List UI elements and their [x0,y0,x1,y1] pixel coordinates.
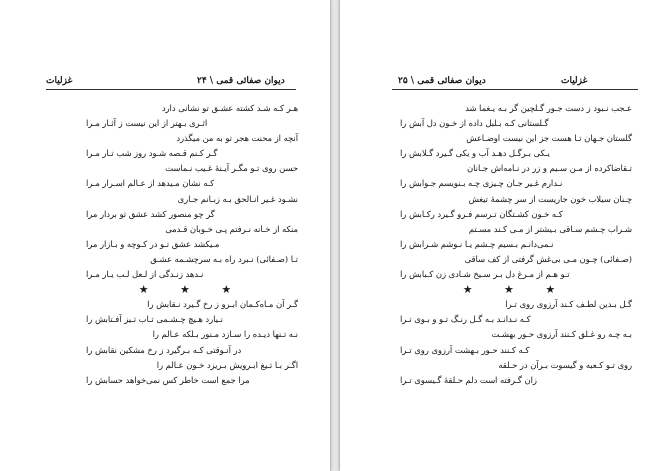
verse-line: روی تـو کـعبه و گیسوت بـرآن در حـلقه [498,359,632,370]
verse-line: گـل بـدین لطـف کـند آرزوی روی تـرا [505,299,632,310]
verse-line: کـه خـون کشـتگان تـرسم فـرو گـیرد رکـابش را [400,208,563,219]
verse-line: آنچه از محنت هجر تو به من میگذرد [176,133,298,144]
verse-line: نـمی‌دانـم بـسیم چـشم یـا نـوشم شـرابش را [400,238,554,249]
left-header-rule [46,89,296,90]
verse-line: عـجب نـبود ز دست جـور گـلچین گر بـه یـغما شد [465,103,632,113]
verse-line: کـه نشان مـیدهد از عـالم اسـرار مـرا [86,178,215,189]
verse-line: مرا جمع است خاطر کس نمی‌خواهد حسابش را [86,374,250,385]
verse-line: گـر آن مـاه‌کـمان ابـرو ز رخ گـیرد نـقابش را [147,299,298,310]
verse-line: اثـری بـهتر از این نیست ز آثـار مـرا [86,118,208,129]
left-section-title: غزلیات [46,76,73,86]
verse-line: گـلستانی کـه بـلبل داده از خـون دل آبش را [400,118,549,129]
right-header-rule [392,89,638,90]
left-poem-1 [86,101,298,282]
verse-line: گـر کـنم قـصه شـود روز شب تـار مـرا [86,148,218,159]
verse-line: گر چو منصور کشد عشق تو بردار مرا [86,208,215,219]
verse-line: گلستان جـهان تـا هست جز این نیست اوضـاعش [466,133,632,144]
verse-line: تـو هـم از مـرغ دل بـر سـیخ شـادی زن کـبابش را [400,269,570,280]
verse-line: اگـر بـا تـیغ ابـرویش بـریزد خـون عـالم را [156,359,298,370]
right-poem-1 [400,101,632,282]
right-poem-block [400,101,632,388]
left-page [0,0,330,471]
left-header-title: دیوان صفائی قمی \ ۲۴ [197,76,285,86]
verse-line: نـه تـنها دیـده را سـازد مـنور بـلکه عـالم را [152,329,298,340]
left-divider-stars: ★ ★ ★ [138,283,246,297]
right-header-title: دیوان صفائی قمی \ ۲۵ [398,76,486,86]
verse-line: حسن روی تـو مگـر آیـنهٔ غـیب نـماست [165,163,298,174]
verse-line: منکه از خـانه نـرفتم پـی خـوبان قـدمی [165,223,298,234]
verse-line: کـه نـدانـد بـه گـل رنـگ تـو و بـوی تـرا [400,314,531,325]
verse-line: نشـود غـیر انـالحق بـه زبـانم جـاری [177,193,298,204]
verse-line: کـه کـنند حـور بـهشت آرزوی روی تـرا [400,344,530,355]
verse-line: تـا (صـفائی) نـبرد راه بـه سرچشـمه عشـق [150,253,298,264]
verse-line: (صـفائی) چـون مـی بی‌غش گرفتی از کف ساقی [464,253,632,264]
verse-line: نـیارد هـیچ چـشـمی تـاب تـیز آفـتابش را [86,314,223,325]
left-poem-2 [86,297,298,388]
left-poem-block [86,101,298,388]
verse-line: زان گـرفته است دلم حـلقهٔ گـیسوی تـرا [400,374,537,385]
verse-line: در آنـوقتی کـه بـرگیرد ز رخ مشکین نقابش را [86,344,242,355]
verse-line: مـیکشد عشق تـو در کـوچه و بـازار مرا [86,238,220,249]
verse-line: یـکی بـرگـل دهـد آب و یکی گـیرد گـلابش را [400,148,550,159]
verse-line: نـدهد زنـدگی از لـعل لـب یـار مـرا [86,269,204,280]
verse-line: تـقاضاکرده از مـن سـیم و زر در نـامه‌اش جـانان [467,163,632,174]
verse-line: هـر کـه شـد کشته عشـق تو نشانی دارد [161,103,298,113]
right-page [340,0,672,471]
verse-line: نـدارم غـیر جـان چـیزی چـه بـنویسم جـوابش را [400,178,563,189]
right-divider-stars: ★ ★ ★ [462,283,570,297]
verse-line: بـه چـه رو غـلق کـنند آرزوی حـور بهشـت [491,329,632,340]
right-section-title: غزلیات [561,76,588,86]
verse-line: شـراب چـشم سـاقی بـیشتر از مـی کـند مسـتم [468,223,632,234]
right-poem-2 [400,297,632,388]
verse-line: چـنان سیلاب خون جاریست از سر چشمهٔ تیغش [468,193,632,204]
